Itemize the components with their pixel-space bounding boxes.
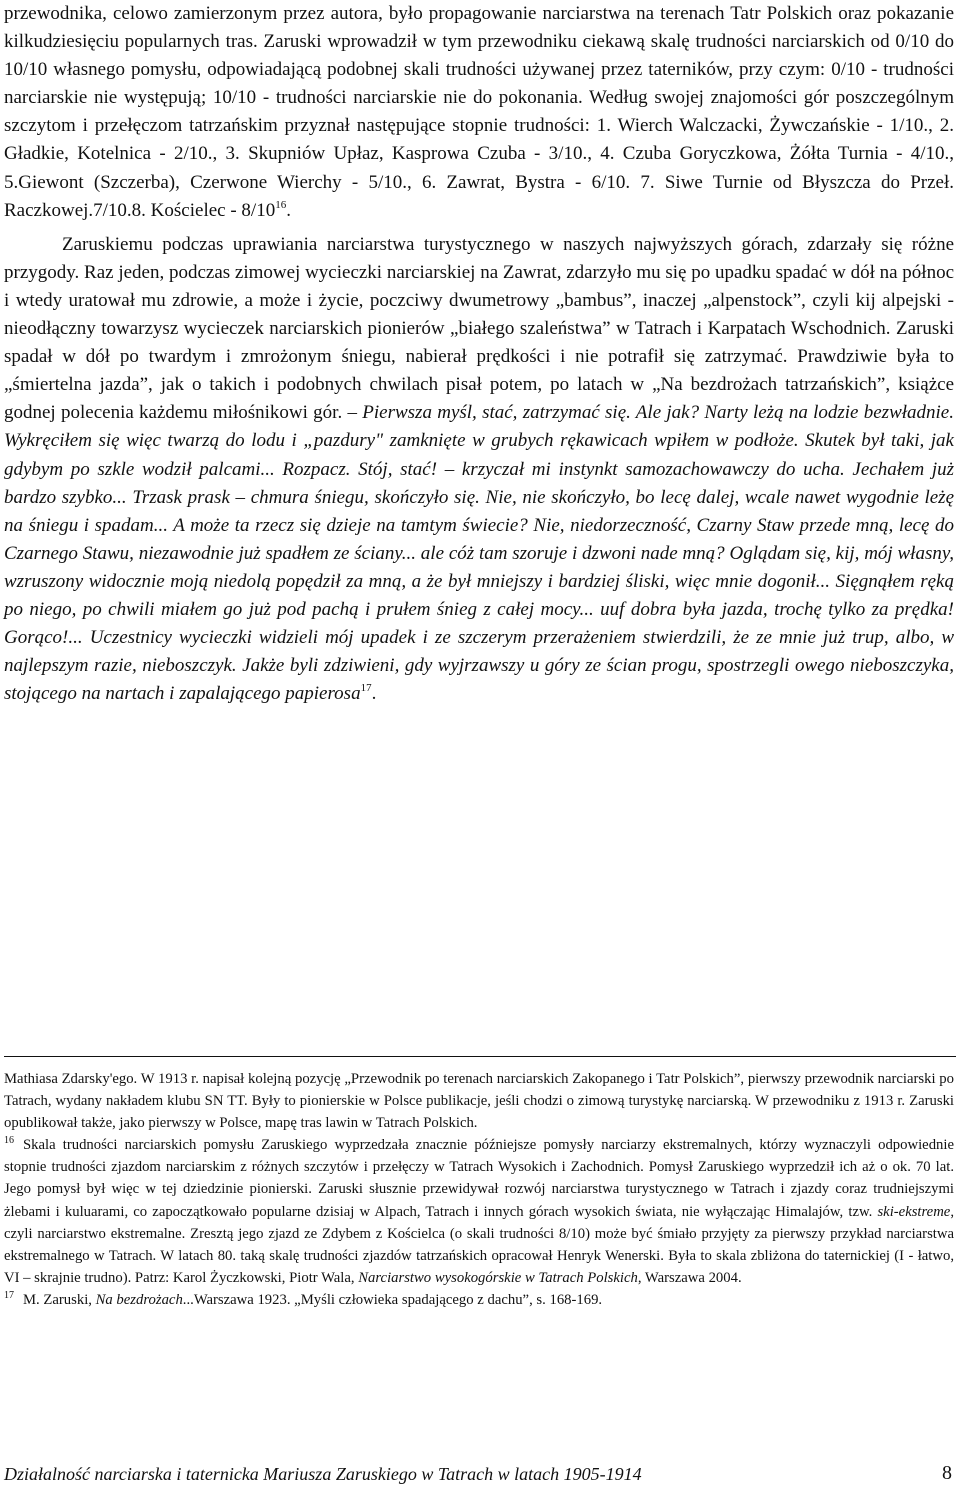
paragraph-adventure (4, 231, 954, 709)
footnotes (4, 1068, 954, 1311)
footnote-ref-17[interactable]: 17 (360, 682, 372, 695)
paragraph-text: przewodnika, celowo zamierzonym przez autora, było propagowanie narciarstwa na terenach Tatr Polskich oraz pokazanie kilkudziesięciu popularnych tras. Zaruski wprowadził w tym przewodniku ciekawą skalę trudności narciarskich od 0/10 do 10/10 własnego pomysłu, odpowiadającą podobnej skali trudności używanej przez taterników, przy czym: 0/10 - trudności narciarskie nie występują; 10/10 - trudności narciarskie nie do pokonania. Według swojej znajomości gór poszczególnym szczytom i przełęczom tatrzańskim przyznał następujące stopnie trudności: 1. Wierch Walczacki, Żywczańskie - 1/10., 2. Gładkie, Kotelnica - 2/10., 3. Skupniów Upłaz, Kasprowa Czuba - 3/10., 4. Czuba Goryczkowa, Żółta Turnia - 4/10., 5.Giewont (Szczerba), Czerwone Wierchy - 5/10., 6. Zawrat, Bystra - 6/10. 7. Siwe Turnie od Błyszcza do Przeł. Raczkowej.7/10.8. Kościelec - 8/10 (4, 3, 954, 221)
page-number: 8 (942, 1462, 952, 1484)
footnote-17 (4, 1289, 954, 1311)
footnote-number: 16 (4, 1135, 14, 1147)
footnote-15-continued: Mathiasa Zdarsky'ego. W 1913 r. napisał kolejną pozycję „Przewodnik po terenach narciarskich Zakopanego i Tatr Polskich”, pierwszy przewodnik narciarski po Tatrach, wydany nakładem klubu SN TT. Były to pionierskie w Polsce publikacje, jeśli chodzi o zimową turystykę narciarską. W przewodniku z 1913 r. Zaruski opublikował także, jako pierwszy w Polsce, mapę tras lawin w Tatrach Polskich. (4, 1071, 954, 1132)
paragraph-tail: . (286, 199, 291, 221)
footnote-italic: ski-ekstreme (877, 1203, 951, 1220)
footnote-italic: Na bezdrożach (95, 1291, 183, 1308)
footnote-text: Skala trudności narciarskich pomysłu Zaruskiego wyprzedzała znacznie późniejsze pomysły narciarzy ekstremalnych, którzy wyznaczyli odpowiednie stopnie trudności zjazdom narciarskim z różnych szczytów i przełęczy w Tatrach Wysokich i Zachodnich. Pomysł Zaruskiego wyprzedził ich aż o ok. 70 lat. Jego pomysł był więc w tej dziedzinie pionierski. Zaruski słusznie przewidywał rozwój narciarstwa turystycznego w Tatrach i zjazdy coraz trudniejszymi żlebami i kuluarami, co zapoczątkowało popularne dzisiaj w Alpach, Tatrach i innych górach wysokich świata, nie wyłączając Himalajów, tzw. (4, 1137, 954, 1220)
main-text (4, 0, 954, 708)
footnote-separator (4, 1056, 956, 1057)
footnote-ref-16[interactable]: 16 (275, 198, 287, 211)
footnote-text: M. Zaruski, (23, 1291, 96, 1308)
footnote-text: , czyli narciarstwo ekstremalne. Zresztą jego zjazd ze Zdybem z Kościelca (o skali trudności 8/10) może być śmiało przyjęty za pierwszy przykład narciarstwa ekstremalnego w Tatrach. W latach 80. taką skalę trudności zjazdów tatrzańskich opracował Henryk Wenerski. Była to skala zbliżona do taternickiej (I - łatwo, VI – skrajnie trudno). Patrz: Karol Życzkowski, Piotr Wala, (4, 1203, 954, 1286)
paragraph-tail: . (371, 683, 377, 705)
footnote-text: , Warszawa 2004. (637, 1269, 742, 1286)
running-footer-title: Działalność narciarska i taternicka Mariusza Zaruskiego w Tatrach w latach 1905-1914 (4, 1464, 642, 1484)
paragraph-ski-scale (4, 0, 954, 225)
quote-italic: – Pierwsza myśl, stać, zatrzymać się. Ale jak? Narty leżą na lodzie bezwładnie. Wykręciłem się więc twarzą do lodu i „pazdury" zamknięte w grubych rękawicach wpiłem w podłoże. Skutek był taki, jak gdybym po szkle wodził palcami... Rozpacz. Stój, stać! – krzyczał mi instynkt samozachowawczy do ucha. Jechałem już bardzo szybko... Trzask prask – chmura śniegu, skończyło się. Nie, nie skończyło, bo lecę dalej, wcale nawet wygodnie leżę na śniegu i spadam... A może ta rzecz się dzieje na tamtym świecie? Nie, niedorzeczność, Czarny Staw przede mną, lecę do Czarnego Stawu, niezawodnie już spadłem ze ściany... ale cóż tam szoruje i dzwoni nade mną? Oglądam się, kij, mój własny, wzruszony widocznie moją niedolą popędził za mną, a że był mniejszy i bardziej śliski, więc mnie dogonił... Sięgnąłem ręką po niego, po chwili miałem go już pod pachą i prułem śnieg z całej mocy... uuf dobra była jazda, trochę tylko za prędka! Gorąco!... Uczestnicy wycieczki widzieli mój upadek i ze szczerym przerażeniem stwierdzili, że ze mnie już trup, albo, w najlepszym razie, nieboszczyk. Jakże byli zdziwieni, gdy wyjrzawszy u góry ze ścian progu, spostrzegli owego nieboszczyka, stojącego na nartach i zapalającego papierosa (4, 402, 954, 705)
paragraph-text: Zaruskiemu podczas uprawiania narciarstwa turystycznego w naszych najwyższych górach, zdarzały się różne przygody. Raz jeden, podczas zimowej wycieczki narciarskiej na Zawrat, zdarzyło mu się po upadku spadać w dół na północ i wtedy uratował mu zdrowie, a może i życie, poczciwy dwumetrowy „bambus”, inaczej „alpenstock”, czyli kij alpejski - nieodłączny towarzysz wycieczek narciarskich pionierów „białego szaleństwa” w Tatrach i Karpatach Wschodnich. Zaruski spadał w dół po twardym i zmrożonym śniegu, nabierał prędkości i nie potrafił się zatrzymać. Prawdziwie była to „śmiertelna jazda”, jak o takich i podobnych chwilach pisał potem, po latach w „Na bezdrożach tatrzańskich”, książce godnej polecenia każdemu miłośnikowi gór. (4, 233, 954, 424)
footnote-italic: Narciarstwo wysokogórskie w Tatrach Polskich (358, 1269, 638, 1286)
footnote-number: 17 (4, 1289, 14, 1301)
footnote-16 (4, 1134, 954, 1289)
footnote-text: ...Warszawa 1923. „Myśli człowieka spadającego z dachu”, s. 168-169. (182, 1291, 603, 1308)
